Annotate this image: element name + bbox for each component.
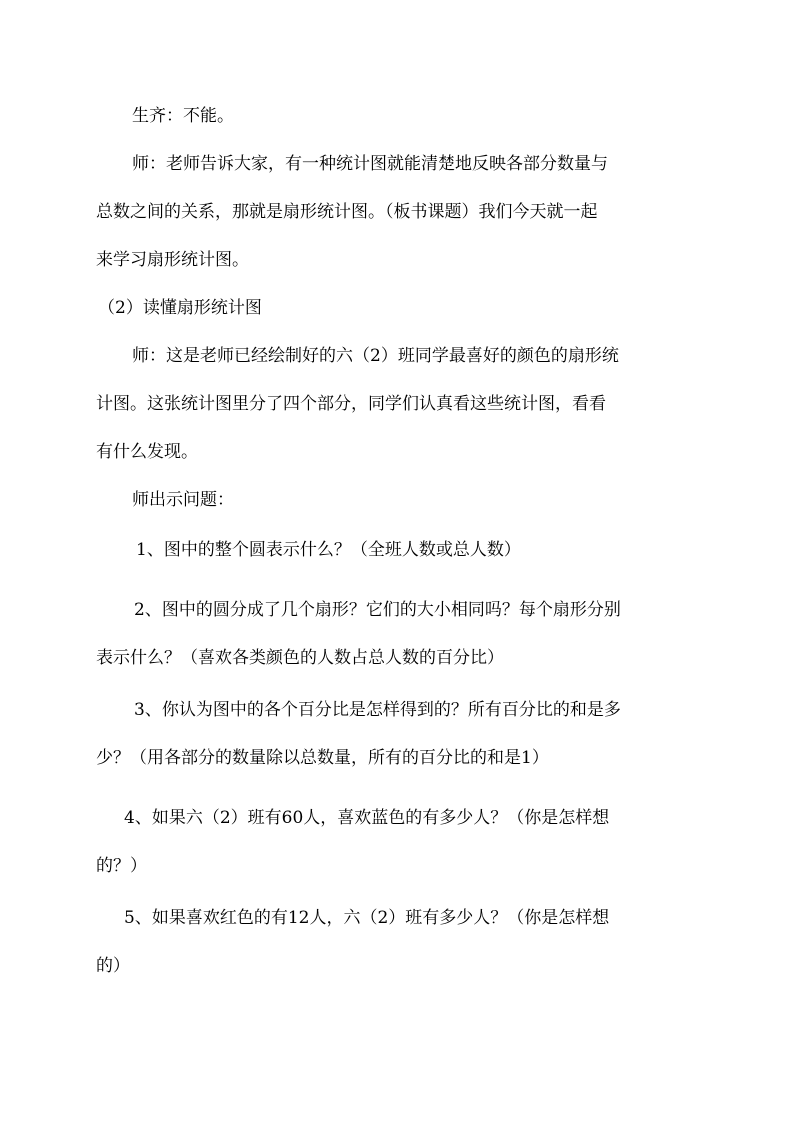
question-1 — [96, 526, 676, 574]
paragraph-teacher-chart — [96, 332, 676, 476]
paragraph-teacher-intro — [96, 140, 676, 284]
text-line: （2）读懂扇形统计图 — [98, 298, 262, 318]
text-line: 2、图中的圆分成了几个扇形？它们的大小相同吗？每个扇形分别 — [134, 600, 621, 620]
question-4 — [96, 794, 676, 890]
text-line: 生齐：不能。 — [132, 106, 234, 126]
text-line: 5、如果喜欢红色的有12人，六（2）班有多少人？（你是怎样想 — [124, 908, 610, 928]
text-line: 1、图中的整个圆表示什么？（全班人数或总人数） — [136, 540, 521, 560]
text-line: 3、你认为图中的各个百分比是怎样得到的？所有百分比的和是多 — [134, 700, 621, 720]
question-2 — [96, 586, 676, 682]
text-line: 师：这是老师已经绘制好的六（2）班同学最喜好的颜色的扇形统 — [132, 346, 619, 366]
text-line: 来学习扇形统计图。 — [96, 250, 249, 270]
text-line: 总数之间的关系，那就是扇形统计图。（板书课题）我们今天就一起 — [96, 202, 598, 222]
paragraph-student-answer — [96, 92, 676, 140]
paragraph-questions-intro — [96, 476, 676, 524]
text-line: 表示什么？（喜欢各类颜色的人数占总人数的百分比） — [96, 648, 504, 668]
text-line: 师：老师告诉大家，有一种统计图就能清楚地反映各部分数量与 — [132, 154, 608, 174]
text-line: 的） — [96, 956, 130, 976]
text-line: 计图。这张统计图里分了四个部分，同学们认真看这些统计图，看看 — [96, 394, 606, 414]
text-line: 4、如果六（2）班有60人，喜欢蓝色的有多少人？（你是怎样想 — [124, 808, 610, 828]
text-line: 有什么发现。 — [96, 442, 198, 462]
text-line: 师出示问题： — [132, 490, 234, 510]
question-3 — [96, 686, 676, 782]
text-line: 少？（用各部分的数量除以总数量，所有的百分比的和是1） — [96, 748, 549, 768]
text-line: 的？） — [96, 856, 147, 876]
section-heading — [98, 284, 678, 332]
question-5 — [96, 894, 676, 990]
